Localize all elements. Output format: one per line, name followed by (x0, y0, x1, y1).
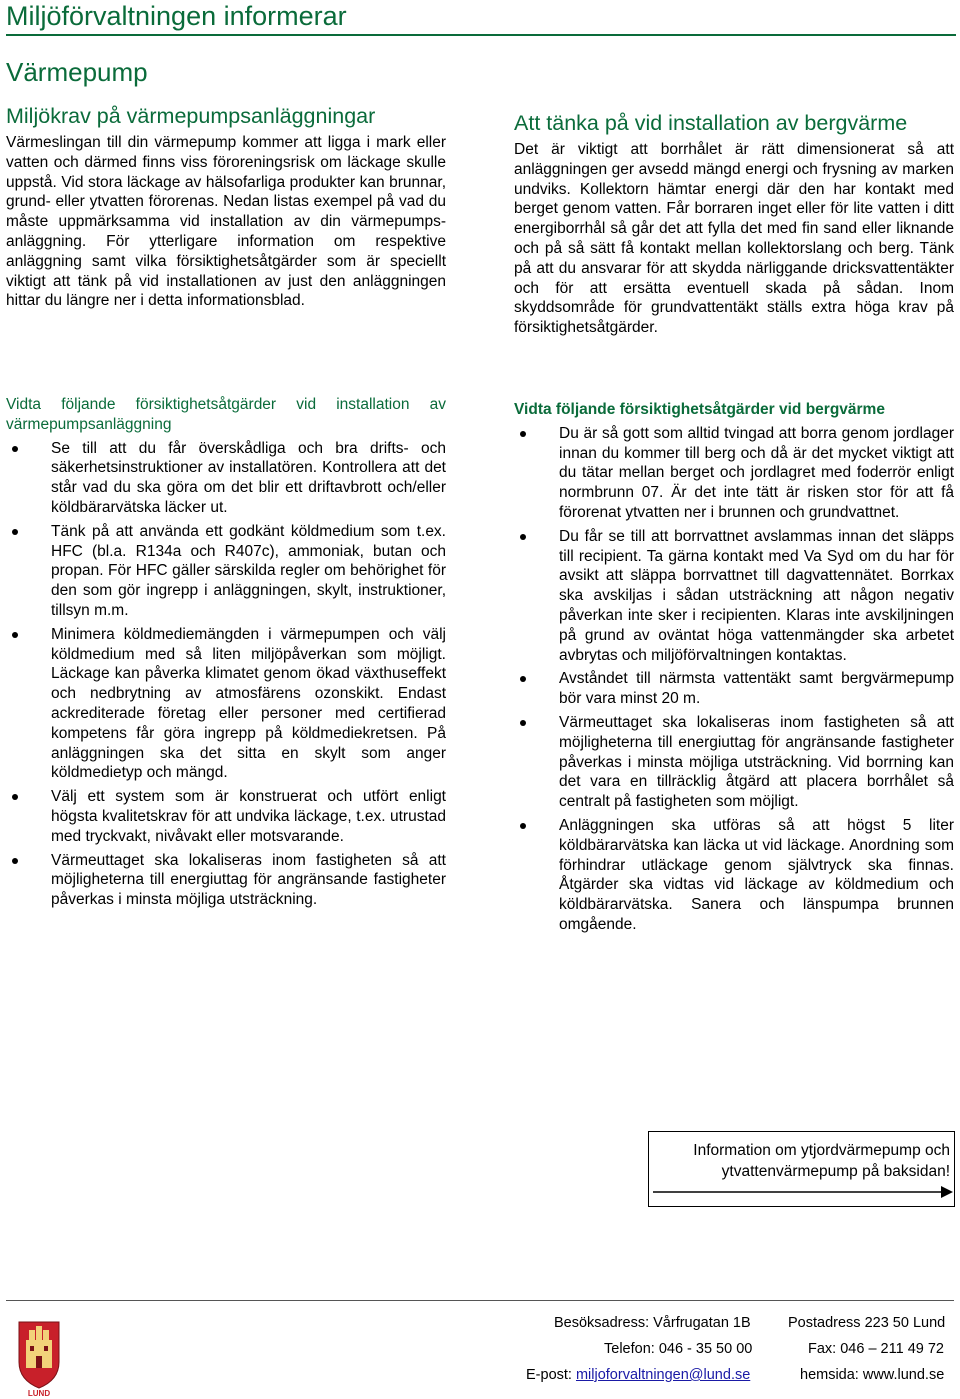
footer-divider (6, 1300, 954, 1301)
right-precautions-section (514, 400, 954, 939)
footer-fax: Fax: 046 – 211 49 72 (808, 1341, 944, 1357)
left-intro-section (6, 103, 446, 311)
right-intro-text: Det är viktigt att borrhålet är rätt dimensionerat så att anläggningen ger avsedd mängd energi och frysning av marken undviks. Kollektorn hämtar energi där den har kontakt med berget genom vatten. Får borraren inget eller för lite vatten i ditt energiborrhål så går det att fylla det med fin sand eller liknande och på så sätt få kontakt mellan kollektorslang och berg. Tänk på att du ansvarar för att skydda närliggande dricksvattentäkter och för att ersätta eventuell skada på sådan. Inom skyddsområde för grundvattentäkt ställs extra höga krav på försiktighetsåtgärder. (514, 141, 954, 337)
crest-label: LUND (27, 1389, 51, 1398)
left-subheading: Vidta följande försiktighetsåtgärder vid installation av värmepumpsanläggning (6, 396, 446, 433)
left-precautions-section (6, 395, 446, 914)
page-title: Värmepump (6, 57, 148, 87)
list-item: Värmeuttaget ska lokaliseras inom fastigheten så att möjligheterna till energiuttag för angränsande fastigheter påverkas i minsta möjliga utsträckning. (6, 851, 446, 910)
footer-visit-address: Besöksadress: Vårfrugatan 1B (554, 1315, 751, 1331)
footer-postal-address: Postadress 223 50 Lund (788, 1315, 946, 1331)
list-item: Välj ett system som är konstruerat och utfört enligt högsta kvalitetskrav för att undvika läckage, t.ex. utrustad med tryckvakt, nivåvakt eller motsvarande. (6, 787, 446, 846)
list-item: Avståndet till närmsta vattentäkt samt bergvärmepump bör vara minst 20 m. (514, 669, 954, 709)
right-subheading: Vidta följande försiktighetsåtgärder vid bergvärme (514, 401, 885, 418)
footer-phone: Telefon: 046 - 35 50 00 (604, 1341, 753, 1357)
banner-title: Miljöförvaltningen informerar (6, 0, 956, 36)
right-heading: Att tänka på vid installation av bergvärme (514, 111, 908, 135)
list-item: Anläggningen ska utföras så att högst 5 liter köldbärarvätska kan läcka ut vid läckage. Anordning som förhindrar utläckage genom självtryck ska finnas. Åtgärder ska vidtas vid läckage av köldmedium och köldbärarvätska. Sanera och länspumpa brunnen omgående. (514, 816, 954, 935)
info-line-2: ytvattenvärmepump på baksidan! (721, 1163, 950, 1180)
info-line-1: Information om ytjordvärmepump och (693, 1142, 950, 1159)
list-item: Du får se till att borrvattnet avslammas innan det släpps till recipient. Ta gärna kontakt med Va Syd om du har för avsikt att släppa borrvattnet till dagvattennätet. Borrkax ska avskiljas i sådan utsträckning att någon negativ påverkan inte sker i recipienten. Klaras inte avskiljningen på grund av oväntat höga vattenmängder ska arbetet avbrytas och miljöförvaltningen kontaktas. (514, 527, 954, 666)
right-bullet-list (514, 424, 954, 935)
list-item: Tänk på att använda ett godkänt köldmedium som t.ex. HFC (bl.a. R134a och R407c), ammoniak, butan och propan. För HFC gäller särskilda regler om behörighet för den som gör ingrepp i anläggningen, skylt, instruktioner, tillsyn m.m. (6, 522, 446, 621)
footer-email-label: E-post: (526, 1367, 576, 1383)
backside-info-box (648, 1131, 955, 1207)
footer-website: hemsida: www.lund.se (800, 1367, 945, 1383)
right-intro-section (514, 110, 954, 338)
lund-crest-logo (16, 1318, 62, 1398)
list-item: Du är så gott som alltid tvingad att borra genom jordlager innan du kommer till berg och då är det mycket viktigt att du tätar mellan berget och jordlagret med foderrör enligt normbrunn 07. Är det inte tätt är risken stor för att få förorenat ytvatten ner i brunnen och grundvattnet. (514, 424, 954, 523)
left-heading: Miljökrav på värmepumpsanläggningar (6, 104, 376, 128)
left-intro-text (6, 133, 446, 311)
list-item: Värmeuttaget ska lokaliseras inom fastigheten så att möjligheterna till energiuttag för angränsande fastigheter påverkas i minsta möjliga utsträckning. Vid borrning kan det vara en tillräcklig åtgärd att placera borrhålet så centralt på fastigheten som möjligt. (514, 713, 954, 812)
list-item: Se till att du får överskådliga och bra drifts- och säkerhetsinstruktioner av installatören. Kontrollera att det står vad du ska göra om det blir ett driftavbrott och/eller köldbärarvätska läcker ut. (6, 439, 446, 518)
arrow-right-icon (649, 1186, 954, 1198)
left-intro-part-b: För ytterligare information om respektive anläggning samt vilka försiktighetsåtgärder som är speciellt viktigt att tänk på vid installationen av just den anläggningen hittar du längre ner i detta informationsblad. (6, 232, 446, 310)
footer-email (526, 1366, 750, 1384)
left-bullet-list (6, 439, 446, 910)
left-intro-part-a: Värmeslingan till din värmepump kommer att ligga i mark eller vatten och därmed finns viss föroreningsrisk om läckage skulle uppstå. Vid stora läckage av hälsofarliga produkter kan brunnar, grund- eller ytvatten förorenas. Nedan listas exempel på vad du måste uppmärksamma vid installation av din värmepumpsanläggning. (6, 134, 446, 250)
list-item: Minimera köldmediemängden i värmepumpen och välj köldmedium med så liten miljöpåverkan som möjligt. Läckage kan påverka klimatet genom ökad växthuseffekt och nedbrytning av atmosfärens ozonskikt. Endast ackrediterade företag eller personer med certifierad kompetens får göra ingrepp på köldmediekretsen. På anläggningen ska det sitta en skylt som anger köldmedietyp och mängd. (6, 625, 446, 783)
footer-email-link[interactable]: miljoforvaltningen@lund.se (575, 1367, 751, 1383)
